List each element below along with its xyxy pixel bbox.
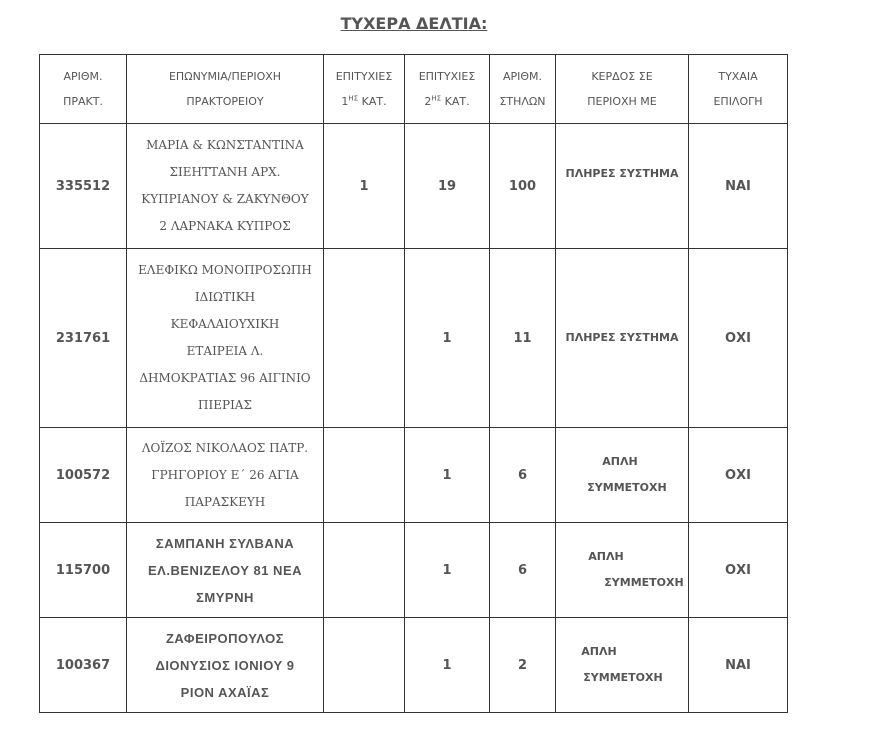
cell-agent-no: 231761 <box>40 249 127 428</box>
cell-random: ΟΧΙ <box>689 428 788 523</box>
cell-gain: ΑΠΛΗ ΣΥΜΜΕΤΟΧΗ <box>556 618 689 713</box>
cell-gain: ΠΛΗΡΕΣ ΣΥΣΤΗΜΑ <box>556 249 689 428</box>
header-wins-2nd: ΕΠΙΤΥΧΙΕΣ $2^{H\Sigma}$ ΚΑΤ. <box>405 55 490 124</box>
cell-agency: ΕΛΕΦΙΚΩ ΜΟΝΟΠΡΟΣΩΠΗ ΙΔΙΩΤΙΚΗ ΚΕΦΑΛΑΙΟΥΧΙΚΗ ΕΤΑΙΡΕΙΑ Λ. ΔΗΜΟΚΡΑΤΙΑΣ 96 ΑΙΓΙΝΙΟ ΠΙΕΡΙΑΣ <box>127 249 324 428</box>
table-row <box>40 428 788 523</box>
table-row <box>40 249 788 428</box>
header-wins-1st: ΕΠΙΤΥΧΙΕΣ $1^{H\Sigma}$ ΚΑΤ. <box>324 55 405 124</box>
cell-agency: ΜΑΡΙΑ & ΚΩΝΣΤΑΝΤΙΝΑ ΣΙΕΗΤΤΑΝΗ ΑΡΧ. ΚΥΠΡΙΑΝΟΥ & ΖΑΚΥΝΘΟΥ 2 ΛΑΡΝΑΚΑ ΚΥΠΡΟΣ <box>127 124 324 249</box>
cell-agent-no: 100367 <box>40 618 127 713</box>
cell-wins-2nd: 1 <box>405 618 490 713</box>
cell-columns: 11 <box>490 249 556 428</box>
cell-columns: 100 <box>490 124 556 249</box>
cell-random: ΝΑΙ <box>689 124 788 249</box>
cell-gain: ΠΛΗΡΕΣ ΣΥΣΤΗΜΑ <box>556 124 689 249</box>
cell-wins-2nd: 1 <box>405 249 490 428</box>
header-random: ΤΥΧΑΙΑ ΕΠΙΛΟΓΗ <box>689 55 788 124</box>
cell-random: ΟΧΙ <box>689 249 788 428</box>
cell-wins-2nd: 1 <box>405 523 490 618</box>
cell-agency: ΛΟΪΖΟΣ ΝΙΚΟΛΑΟΣ ΠΑΤΡ. ΓΡΗΓΟΡΙΟΥ Ε΄ 26 ΑΓΙΑ ΠΑΡΑΣΚΕΥΗ <box>127 428 324 523</box>
header-agency: ΕΠΩΝΥΜΙΑ/ΠΕΡΙΟΧΗ ΠΡΑΚΤΟΡΕΙΟΥ <box>127 55 324 124</box>
cell-random: ΟΧΙ <box>689 523 788 618</box>
cell-agent-no: 115700 <box>40 523 127 618</box>
table-header-row <box>40 55 788 124</box>
cell-agent-no: 335512 <box>40 124 127 249</box>
cell-wins-1st: 1 <box>324 124 405 249</box>
cell-agency: ΖΑΦΕΙΡΟΠΟΥΛΟΣ ΔΙΟΝΥΣΙΟΣ ΙΟΝΙΟΥ 9 ΡΙΟΝ ΑΧΑΪΑΣ <box>127 618 324 713</box>
header-gain: ΚΕΡΔΟΣ ΣΕ ΠΕΡΙΟΧΗ ΜΕ <box>556 55 689 124</box>
cell-random: ΝΑΙ <box>689 618 788 713</box>
cell-wins-2nd: 19 <box>405 124 490 249</box>
cell-wins-1st <box>324 523 405 618</box>
cell-gain: ΑΠΛΗ ΣΥΜΜΕΤΟΧΗ <box>556 428 689 523</box>
cell-wins-1st <box>324 249 405 428</box>
cell-columns: 6 <box>490 523 556 618</box>
table-row <box>40 124 788 249</box>
table-row <box>40 618 788 713</box>
cell-agency: ΣΑΜΠΑΝΗ ΣΥΛΒΑΝΑ ΕΛ.ΒΕΝΙΖΕΛΟΥ 81 ΝΕΑ ΣΜΥΡΝΗ <box>127 523 324 618</box>
table-row <box>40 523 788 618</box>
cell-wins-1st <box>324 428 405 523</box>
header-columns: ΑΡΙΘΜ. ΣΤΗΛΩΝ <box>490 55 556 124</box>
header-agent-no: ΑΡΙΘΜ. ΠΡΑΚΤ. <box>40 55 127 124</box>
document-title: ΤΥΧΕΡΑ ΔΕΛΤΙΑ: <box>340 14 488 33</box>
cell-columns: 6 <box>490 428 556 523</box>
cell-wins-2nd: 1 <box>405 428 490 523</box>
cell-gain: ΑΠΛΗ ΣΥΜΜΕΤΟΧΗ <box>556 523 689 618</box>
lucky-tickets-table <box>39 54 788 713</box>
cell-wins-1st <box>324 618 405 713</box>
cell-columns: 2 <box>490 618 556 713</box>
cell-agent-no: 100572 <box>40 428 127 523</box>
